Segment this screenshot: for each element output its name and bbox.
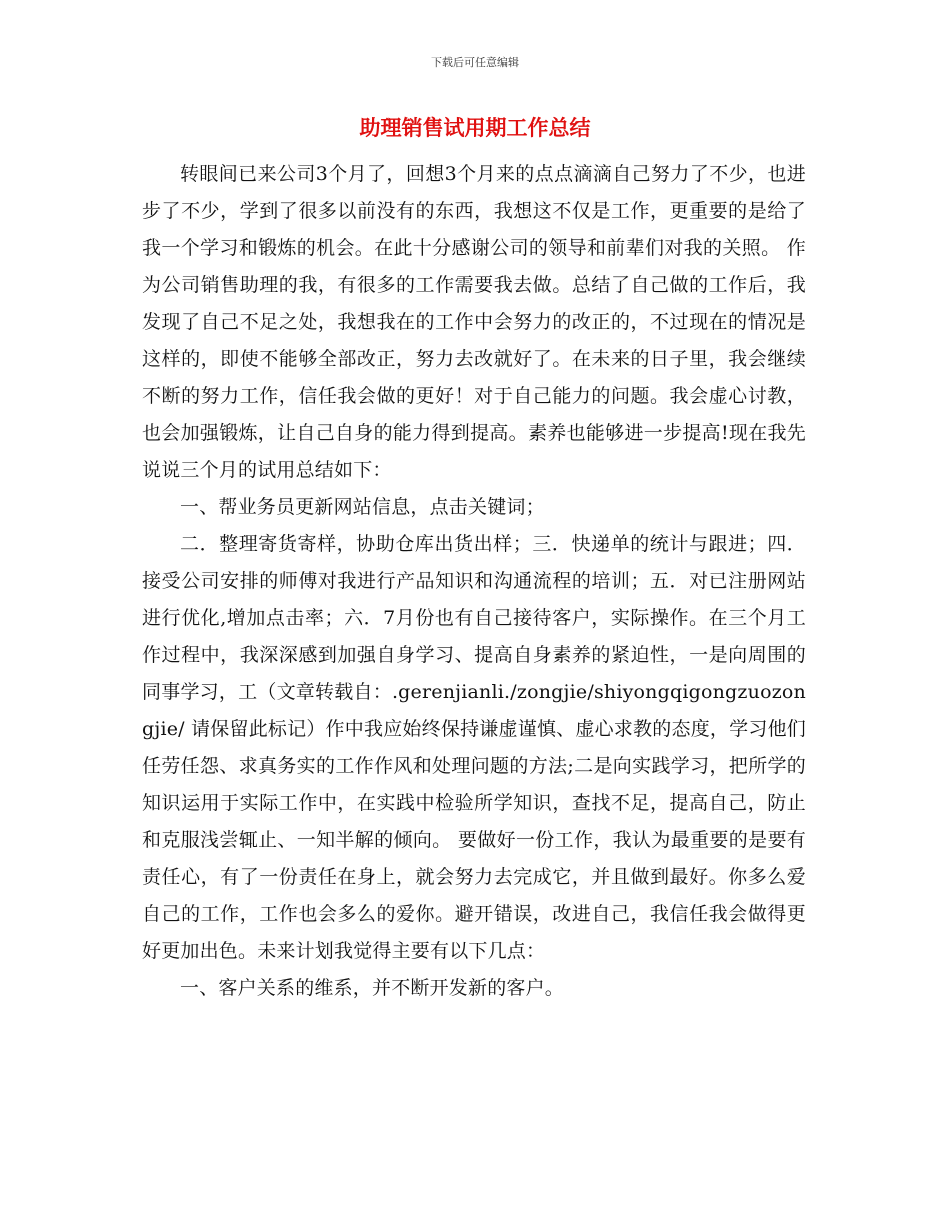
document-body xyxy=(142,156,806,1007)
paragraph-plan-one: 一、客户关系的维系，并不断开发新的客户。 xyxy=(180,977,565,999)
paragraph-intro: 转眼间已来公司3个月了，回想3个月来的点点滴滴自己努力了不少，也进步了不少，学到了很多以前没有的东西，我想这不仅是工作，更重要的是给了我一个学习和锻炼的机会。在此十分感谢公司的领导和前辈们对我的关照。 作为公司销售助理的我，有很多的工作需要我去做。总结了自己做的工作后，我发现了自己不足之处，我想我在的工作中会努力的改正的，不过现在的情况是这样的，即使不能够全部改正，努力去改就好了。在未来的日子里，我会继续不断的努力工作，信任我会做的更好！对于自己能力的问题。我会虚心讨教，也会加强锻炼，让自己自身的能力得到提高。素养也能够进一步提高!现在我先说说三个月的试用总结如下： xyxy=(142,163,806,481)
paragraph-item-one: 一、帮业务员更新网站信息，点击关键词； xyxy=(180,496,545,518)
header-note: 下载后可任意编辑 xyxy=(431,56,519,69)
paragraph-items-summary: 二．整理寄货寄样，协助仓库出货出样；三．快递单的统计与跟进；四．接受公司安排的师傅对我进行产品知识和沟通流程的培训；五．对已注册网站进行优化,增加点击率；六．7月份也有自己接待客户，实际操作。在三个月工作过程中，我深深感到加强自身学习、提高自身素养的紧迫性，一是向周围的同事学习，工（文章转载自：.gerenjianli./zongjie/shiyongqigongzuozongjie/ 请保留此标记）作中我应始终保持谦虚谨慎、虚心求教的态度，学习他们任劳任怨、求真务实的工作作风和处理问题的方法;二是向实践学习，把所学的知识运用于实际工作中，在实践中检验所学知识，查找不足，提高自己，防止和克服浅尝辄止、一知半解的倾向。 要做好一份工作，我认为最重要的是要有责任心，有了一份责任在身上，就会努力去完成它，并且做到最好。你多么爱自己的工作，工作也会多么的爱你。避开错误，改进自己，我信任我会做得更好更加出色。未来计划我觉得主要有以下几点： xyxy=(142,533,806,962)
document-title: 助理销售试用期工作总结 xyxy=(359,116,591,140)
